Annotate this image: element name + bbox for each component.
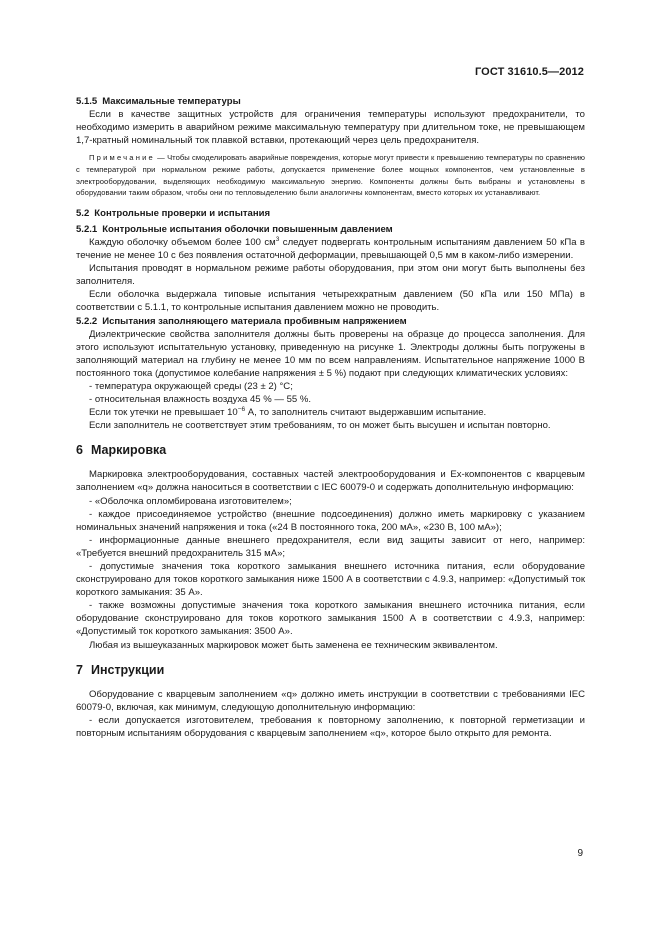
- section-title: Контрольные проверки и испытания: [94, 207, 271, 219]
- heading-5-2-2: [76, 315, 585, 328]
- section-number: 6: [76, 443, 83, 458]
- page-number: 9: [577, 848, 583, 859]
- note-label: Примечание: [89, 153, 155, 163]
- paragraph: Если заполнитель не соответствует этим требованиям, то он может быть высушен и испытан повторно.: [89, 420, 551, 432]
- section-number: 7: [76, 662, 83, 677]
- superscript: −6: [237, 406, 246, 414]
- note-text: — Чтобы смоделировать аварийные повреждения, которые могут привести к превышению температуры по сравнению с температурой при нормальном режиме работы, допускается применение более мощных компонентов, чем установленные в электрооборудовании, выделяющих необходимую максимальную энергию. Компоненты должны быть выбраны и установлены в оборудовании таким образом, чтобы они по тепловыделению были аналогичны компонентам, вместо которых их устанавливают.: [76, 153, 585, 198]
- heading-5-2-1: [76, 223, 585, 236]
- page-content: [76, 95, 585, 740]
- section-number: 5.2: [76, 207, 90, 219]
- paragraph: Оборудование с кварцевым заполнением «q» должно иметь инструкции в соответствии с требованиями IEC 60079-0, включая, как минимум, следующую дополнительную информацию:: [76, 688, 585, 713]
- heading-5-1-5: [76, 95, 585, 108]
- text-run: следует подвергать контрольным испытаниям давлением 50 кПа в течение не менее 10 с без появления остаточной деформации, превышающей 0,5 мм в каком-либо измерении.: [76, 236, 585, 262]
- list-item: - информационные данные внешнего предохранителя, если вид защиты зависит от него, например: «Требуется внешний предохранитель 315 мА»;: [76, 534, 585, 559]
- paragraph: Любая из вышеуказанных маркировок может быть заменена ее техническим эквивалентом.: [89, 639, 498, 651]
- paragraph: Если в качестве защитных устройств для ограничения температуры используют предохранители, то необходимо измерить в аварийном режиме максимальную температуру при длительном токе, не превышающем 1,7-кратный номинальный ток плавкой вставки, протекающий через цель предохранителя.: [76, 109, 585, 147]
- section-title: Маркировка: [90, 443, 167, 458]
- section-title: Испытания заполняющего материала пробивным напряжением: [102, 315, 407, 327]
- note: [76, 152, 585, 198]
- list-item: - температура окружающей среды (23 ± 2) °C;: [89, 380, 293, 392]
- list-item: - допустимые значения тока короткого замыкания внешнего источника питания, если оборудование сконструировано для токов короткого замыкания ниже 1500 А в соответствии с 4.9.3, например: «Допустимый ток короткого замыкания: 35 А».: [76, 561, 585, 599]
- section-title: Максимальные температуры: [102, 96, 241, 107]
- paragraph: Если оболочка выдержала типовые испытания четырехкратным давлением (50 кПа или 150 МПа) в соответствии с 5.1.1, то контрольные испытания давлением можно не проводить.: [76, 289, 585, 314]
- list-item: - «Оболочка опломбирована изготовителем»;: [89, 495, 292, 507]
- section-number: 5.1.5: [76, 96, 98, 107]
- section-title: Инструкции: [90, 662, 165, 677]
- text-run: Каждую оболочку объемом более 100 см: [89, 236, 276, 248]
- list-item: - относительная влажность воздуха 45 % — 55 %.: [89, 394, 312, 406]
- section-number: 5.2.1: [76, 223, 98, 235]
- text-run: А, то заполнитель считают выдержавшим испытание.: [245, 407, 487, 419]
- list-item: - если допускается изготовителем, требования к повторному заполнению, к повторной герметизации и повторным испытаниям оборудования с кварцевым заполнением «q», которое было открыто для ремонта.: [76, 714, 585, 739]
- paragraph: [76, 406, 585, 419]
- heading-5-2: [76, 207, 585, 220]
- list-item: - также возможны допустимые значения тока короткого замыкания внешнего источника питания, если оборудование сконструировано для токов короткого замыкания 1500 А в соответствии с 4.9.3, например: «Допустимый ток короткого замыкания: 3500 А».: [76, 600, 585, 638]
- superscript: 3: [275, 235, 280, 243]
- text-run: Если ток утечки не превышает 10: [89, 407, 238, 419]
- heading-7: [76, 662, 585, 678]
- paragraph: Диэлектрические свойства заполнителя должны быть проверены на образце до процесса заполнения. Для этого используют испытательную установку, приведенную на рисунке 1. Электроды должны быть погружены в заполняющий материал на глубину не менее 10 мм по всем направлениям. Испытательное напряжение 1000 В постоянного тока (допустимое колебание напряжения ± 5 %) подают при следующих климатических условиях:: [76, 328, 585, 379]
- paragraph: Маркировка электрооборудования, составных частей электрооборудования и Ex-компонентов с кварцевым заполнением «q» должна наноситься в соответствии с IEC 60079-0 и содержать дополнительную информацию:: [76, 469, 585, 494]
- paragraph: [76, 236, 585, 262]
- document-id: ГОСТ 31610.5—2012: [474, 66, 584, 78]
- list-item: - каждое присоединяемое устройство (внешние подсоединения) должно иметь маркировку с указанием номинальных значений напряжения и тока («24 В постоянного тока, 200 мА», «230 В, 100 мА»);: [76, 508, 585, 533]
- heading-6: [76, 442, 585, 458]
- section-title: Контрольные испытания оболочки повышенным давлением: [102, 223, 393, 235]
- section-number: 5.2.2: [76, 315, 98, 327]
- paragraph: Испытания проводят в нормальном режиме работы оборудования, при этом они могут быть выполнены без заполнителя.: [76, 263, 585, 288]
